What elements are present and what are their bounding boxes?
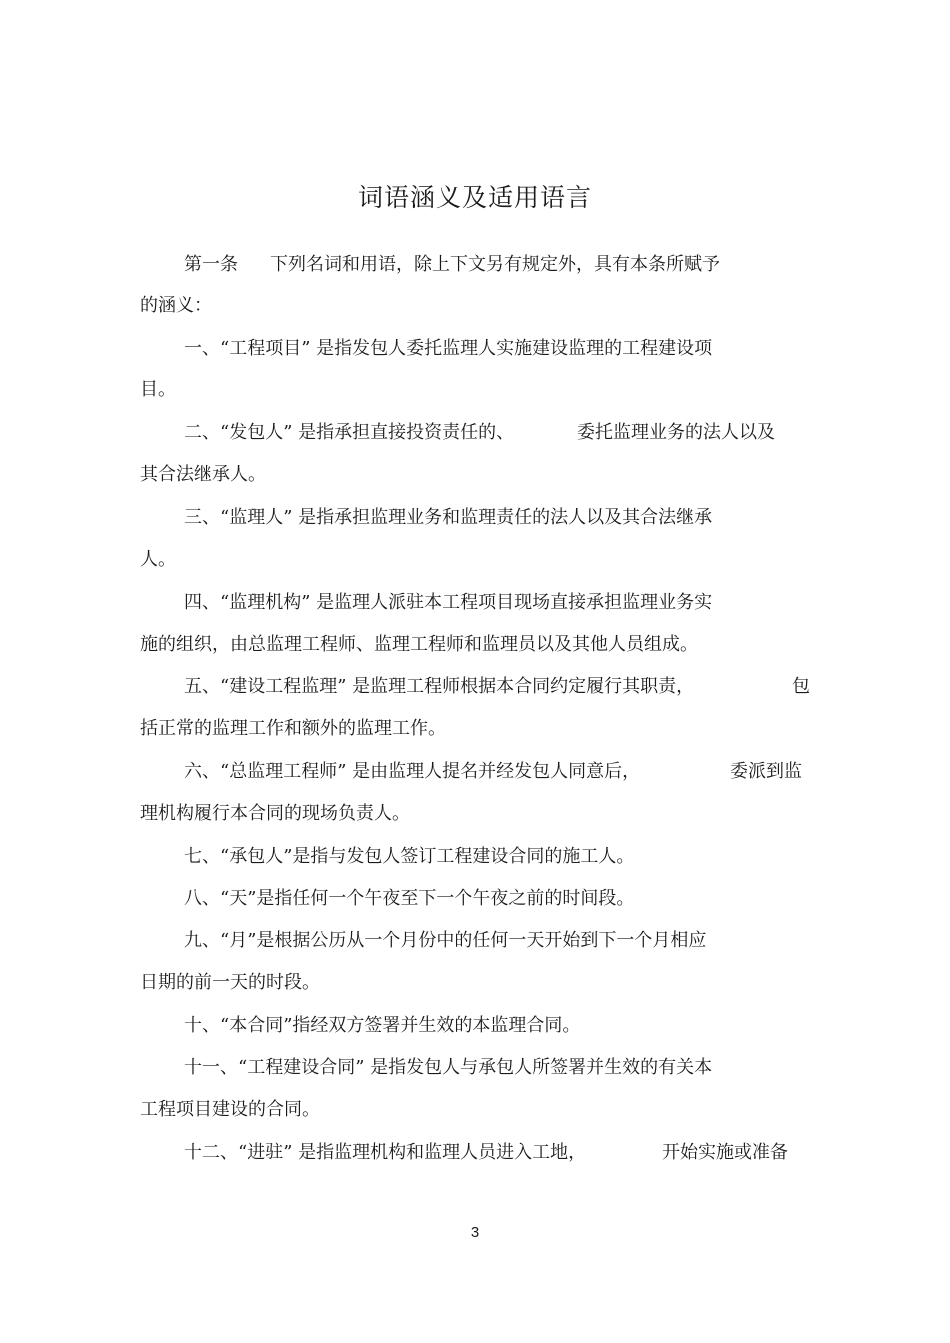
text-line: 一、“工程项目” 是指发包人委托监理人实施建设监理的工程建设项: [184, 338, 713, 359]
page-number: 3: [470, 1224, 480, 1241]
text-line: 八、“天”是指任何一个午夜至下一个午夜之前的时间段。: [184, 888, 635, 909]
text-line: 施的组织，由总监理工程师、监理工程师和监理员以及其他人员组成。: [140, 634, 698, 655]
text-line: [140, 672, 820, 702]
text-line: 九、“月”是根据公历从一个月份中的任何一天开始到下一个月相应: [184, 930, 707, 951]
page-title: 词语涵义及适用语言: [357, 183, 592, 212]
text-segment: 二、“发包人” 是指承担直接投资责任的、: [184, 422, 515, 443]
text-line: 工程项目建设的合同。: [140, 1099, 320, 1120]
text-line: [140, 1138, 820, 1168]
text-segment: 五、“建设工程监理” 是监理工程师根据本合同约定履行其职责，: [184, 676, 695, 697]
text-line: 四、“监理机构” 是监理人派驻本工程项目现场直接承担监理业务实: [184, 592, 713, 613]
text-line: 三、“监理人” 是指承担监理业务和监理责任的法人以及其合法继承: [184, 507, 713, 528]
text-line: 括正常的监理工作和额外的监理工作。: [140, 718, 446, 739]
text-segment: 开始实施或准备: [662, 1142, 788, 1163]
text-segment: 包: [792, 676, 810, 697]
article-label: 第一条: [184, 254, 238, 275]
text-line: 人。: [140, 549, 176, 570]
text-line: [140, 418, 820, 448]
text-line: 七、“承包人”是指与发包人签订工程建设合同的施工人。: [184, 846, 635, 867]
text-segment: 委派到监: [730, 761, 802, 782]
text-segment: 十二、“进驻” 是指监理机构和监理人员进入工地，: [184, 1142, 587, 1163]
text-line: 目。: [140, 379, 176, 400]
text-line: 的涵义：: [140, 295, 212, 316]
text-line: [140, 757, 820, 787]
text-line: 日期的前一天的时段。: [140, 972, 320, 993]
text-line: 理机构履行本合同的现场负责人。: [140, 803, 410, 824]
text-line: 其合法继承人。: [140, 464, 266, 485]
text-segment: 六、“总监理工程师” 是由监理人提名并经发包人同意后，: [184, 761, 641, 782]
text-line: 十、“本合同”指经双方签署并生效的本监理合同。: [184, 1015, 581, 1036]
text-line: [140, 250, 820, 280]
text-line: 十一、“工程建设合同” 是指发包人与承包人所签署并生效的有关本: [184, 1057, 713, 1078]
text-segment: 下列名词和用语，除上下文另有规定外，具有本条所赋予: [270, 254, 720, 275]
text-segment: 委托监理业务的法人以及: [577, 422, 775, 443]
